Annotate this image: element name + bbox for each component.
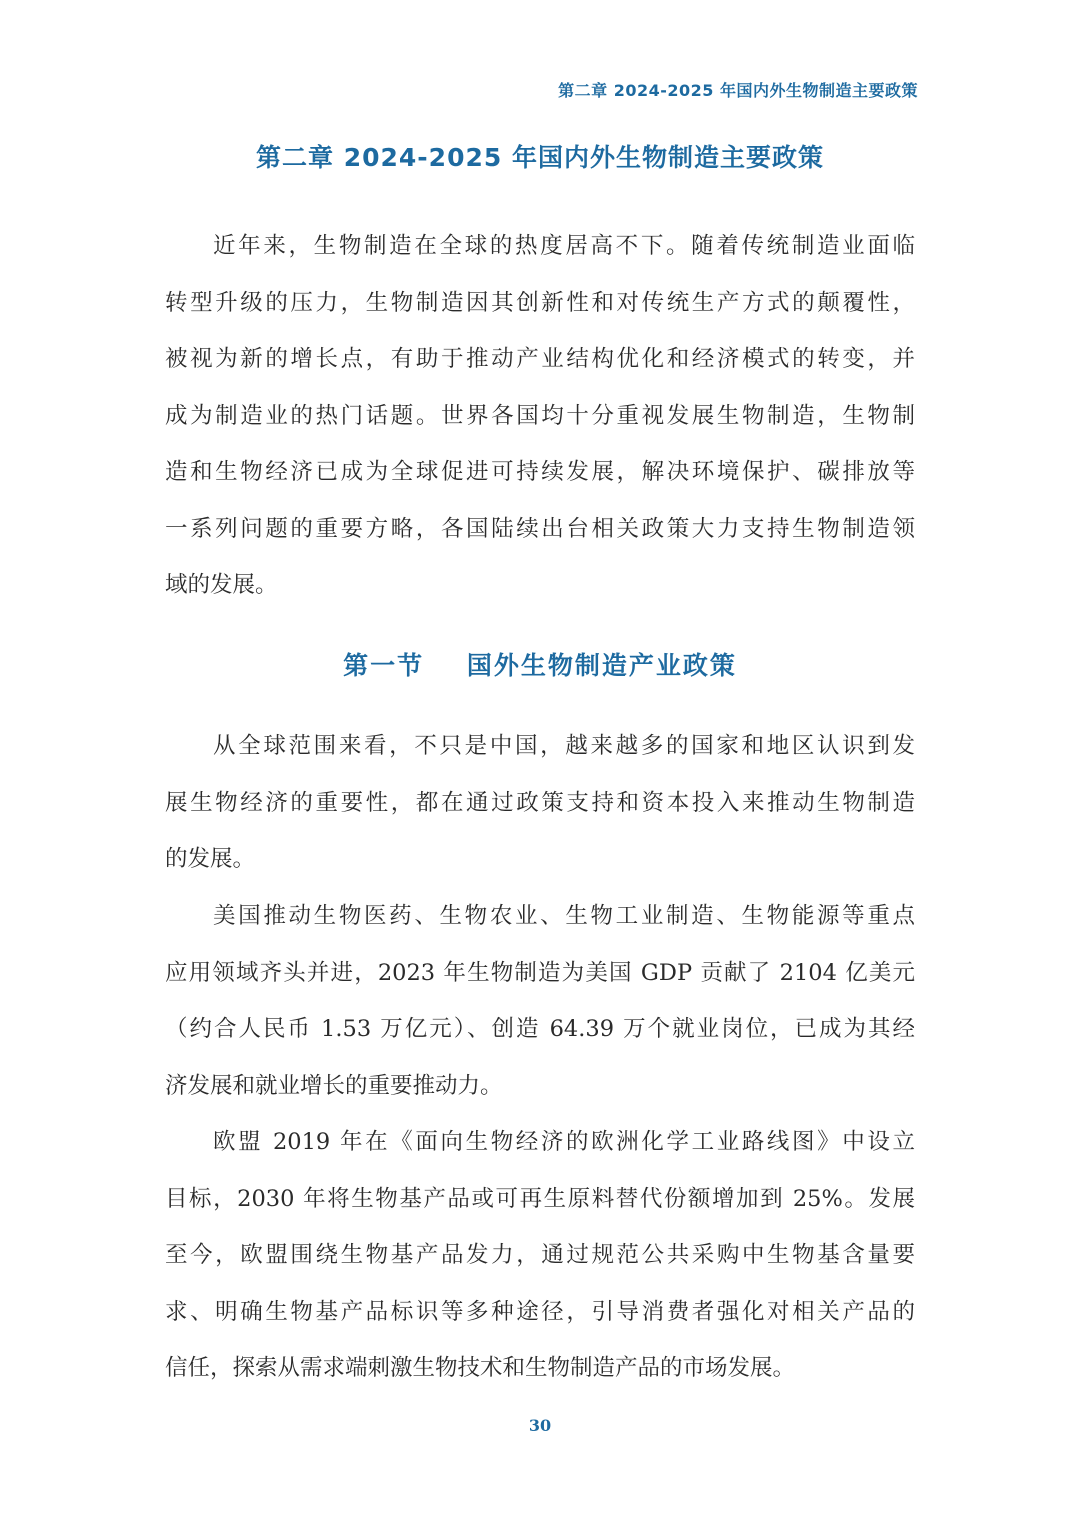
paragraph-line: （约合人民币 1.53 万亿元）、创造 64.39 万个就业岗位，已成为其经 xyxy=(165,1016,915,1042)
chapter-title: 第二章 2024-2025 年国内外生物制造主要政策 xyxy=(256,143,824,172)
paragraph-eu xyxy=(165,1114,915,1397)
paragraph-line: 应用领域齐头并进，2023 年生物制造为美国 GDP 贡献了 2104 亿美元 xyxy=(165,959,915,986)
paragraph-line: 近年来，生物制造在全球的热度居高不下。随着传统制造业面临 xyxy=(213,233,915,259)
paragraph-line: 欧盟 2019 年在《面向生物经济的欧洲化学工业路线图》中设立 xyxy=(213,1129,915,1155)
page-number: 30 xyxy=(528,1416,552,1435)
paragraph-line: 展生物经济的重要性，都在通过政策支持和资本投入来推动生物制造 xyxy=(165,789,915,816)
paragraph-line: 成为制造业的热门话题。世界各国均十分重视发展生物制造，生物制 xyxy=(165,402,915,429)
paragraph-line: 济发展和就业增长的重要推动力。 xyxy=(165,1072,503,1099)
paragraph-line: 信任，探索从需求端刺激生物技术和生物制造产品的市场发展。 xyxy=(165,1355,796,1381)
paragraph-line: 美国推动生物医药、生物农业、生物工业制造、生物能源等重点 xyxy=(213,903,915,929)
paragraph-line: 造和生物经济已成为全球促进可持续发展，解决环境保护、碳排放等 xyxy=(165,459,915,485)
paragraph-line: 从全球范围来看，不只是中国，越来越多的国家和地区认识到发 xyxy=(213,733,915,759)
paragraph-line: 的发展。 xyxy=(165,846,256,872)
paragraph-line: 域的发展。 xyxy=(165,572,278,598)
paragraph-line: 被视为新的增长点，有助于推动产业结构优化和经济模式的转变，并 xyxy=(165,346,915,372)
paragraph-line: 一系列问题的重要方略，各国陆续出台相关政策大力支持生物制造领 xyxy=(165,515,915,542)
paragraph-line: 求、明确生物基产品标识等多种途径，引导消费者强化对相关产品的 xyxy=(165,1298,915,1325)
paragraph-line: 转型升级的压力，生物制造因其创新性和对传统生产方式的颠覆性， xyxy=(165,289,915,316)
paragraph-usa xyxy=(165,888,915,1114)
running-header: 第二章 2024-2025 年国内外生物制造主要政策 xyxy=(558,81,918,100)
paragraph-global xyxy=(165,718,915,888)
paragraph-line: 目标，2030 年将生物基产品或可再生原料替代份额增加到 25%。发展 xyxy=(165,1185,915,1212)
section-title: 第一节 国外生物制造产业政策 xyxy=(343,651,737,680)
paragraph-line: 至今，欧盟围绕生物基产品发力，通过规范公共采购中生物基含量要 xyxy=(165,1242,915,1268)
paragraph-intro xyxy=(165,218,915,614)
